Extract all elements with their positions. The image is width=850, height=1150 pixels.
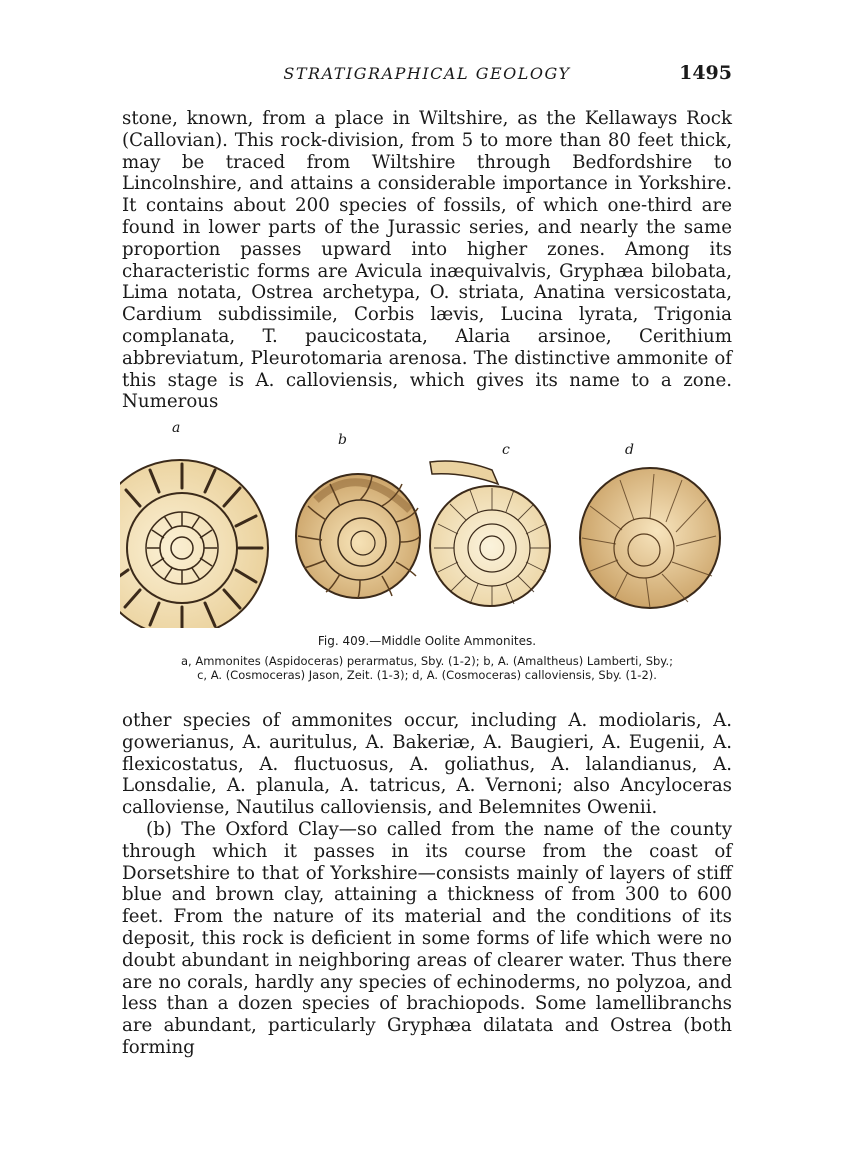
ammonite-d bbox=[580, 468, 720, 608]
caption-title: Fig. 409.—Middle Oolite Ammonites. bbox=[317, 634, 537, 648]
page-number: 1495 bbox=[679, 62, 732, 84]
ammonite-a bbox=[120, 460, 268, 628]
ammonite-illustrations bbox=[120, 420, 740, 628]
paragraph: (b) The Oxford Clay—so called from the name of the county through which it passes in its course from the coast of Dorsetshire to that of Yorkshire—consists mainly of layers of stiff blue and brown clay, attaining a thickness of from 300 to 600 feet. From the nature of its material and the conditions of its deposit, this rock is deficient in some forms of life which were no doubt abundant in neighboring areas of clearer water. Thus there are no corals, hardly any species of echinoderms, no polyzoa, and less than a dozen species of brachiopods. Some lamellibranchs are abundant, particularly Gryphæa dilatata and Ostrea (both forming bbox=[122, 818, 732, 1058]
paragraph: other species of ammonites occur, including A. modiolaris, A. gowerianus, A. auritulus, A. Bakeriæ, A. Baugieri, A. Eugenii, A. flexicostatus, A. fluctuosus, A. goliathus, A. lalandianus, A. Lonsdalie, A. planula, A. tatricus, A. Vernoni; also Ancyloceras calloviense, Nautilus calloviensis, and Belemnites Owenii. bbox=[122, 710, 732, 819]
paragraph: stone, known, from a place in Wiltshire, as the Kellaways Rock (Callovian). This rock-division, from 5 to more than 80 feet thick, may be traced from Wiltshire through Bedfordshire to Lincolnshire, and attains a considerable importance in Yorkshire. It contains about 200 species of fossils, of which one-third are found in lower parts of the Jurassic series, and nearly the same proportion passes upward into higher zones. Among its characteristic forms are Avicula inæquivalvis, Gryphæa bilobata, Lima notata, Ostrea archetypa, O. striata, Anatina versicostata, Cardium subdissimile, Corbis lævis, Lucina lyrata, Trigonia complanata, T. paucicostata, Alaria arsinoe, Cerithium abbreviatum, Pleurotomaria arenosa. The distinctive ammonite of this stage is A. calloviensis, which gives its name to a zone. Numerous bbox=[122, 108, 732, 413]
running-head: STRATIGRAPHICAL GEOLOGY bbox=[283, 64, 571, 83]
text-block-top bbox=[122, 108, 732, 413]
figure-label-b: b bbox=[338, 432, 347, 448]
figure-label-a: a bbox=[172, 420, 181, 436]
ammonite-c bbox=[430, 461, 550, 606]
ammonite-b bbox=[296, 474, 420, 598]
caption-line: c, A. (Cosmoceras) Jason, Zeit. (1-3); d, A. (Cosmoceras) calloviensis, Sby. (1-2). bbox=[197, 668, 657, 682]
caption-line: a, Ammonites (Aspidoceras) perarmatus, Sby. (1-2); b, A. (Amaltheus) Lamberti, Sby.; bbox=[180, 654, 673, 668]
figure-label-d: d bbox=[625, 442, 634, 458]
figure-label-c: c bbox=[502, 442, 510, 458]
ammonite-figure bbox=[120, 420, 740, 628]
figure-caption bbox=[122, 634, 732, 682]
page-header bbox=[122, 62, 732, 88]
text-block-bottom bbox=[122, 710, 732, 1059]
